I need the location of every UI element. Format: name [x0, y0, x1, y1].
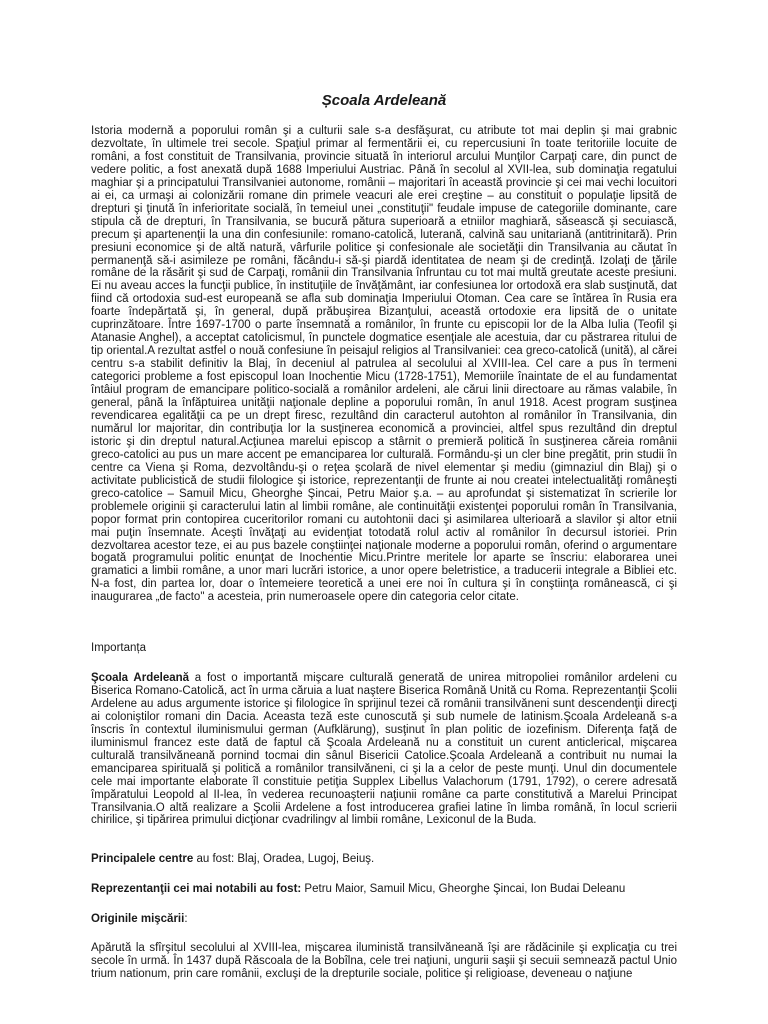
- importance-text: a fost o importantă mişcare culturală generată de unirea mitropoliei românilor ardeleni cu Biserica Romano-Catolică, act în urma căruia a luat naştere Biserica Română Unită cu Roma. Reprezentanţii Şcolii Ardelene au adus argumente istorice şi filologice în sprijinul tezei că românii transilvăneni sunt descendenţii direcţi ai coloniştilor romani din Dacia. Aceasta teză este cunoscută şi sub numele de latinism.Şcoala Ardeleană s-a înscris în contextul iluminismului german (Aufklärung), susţinut în plan politic de iozefinism. Diferenţa faţă de iluminismul francez este dată de faptul că Şcoala Ardeleană nu a constituit un curent anticlerical, mişcarea culturală transilvăneană pornind tocmai din sânul Bisericii Catolice.Şcoala Ardeleană a contribuit nu numai la emanciparea spirituală şi politică a românilor transilvăneni, ci şi la a celor de peste munţi. Unul din documentele cele mai importante elaborate îl constituie petiţia Supplex Libellus Valachorum (1791, 1792), o cerere adresată împăratului Leopold al II-lea, în vederea recunoaşterii naţiunii române ca parte constitutivă a Marelui Principat Transilvania.O altă realizare a Şcolii Ardelene a fost introducerea grafiei latine în limba română, în locul scrierii chirilice, şi tipărirea primului dicţionar cvadrilingv al limbii române, Lexiconul de la Buda.: [91, 672, 677, 827]
- document-title: Școala Ardeleană: [321, 92, 447, 109]
- importance-heading: Importanța: [91, 642, 146, 654]
- origins-paragraph: Apărută la sfîrşitul secolului al XVIII-lea, mişcarea iluministă transilvăneană îşi are rădăcinile şi explicaţia cu trei secole în urmă. În 1437 după Răscoala de la Bobîlna, cele trei naţiuni, ungurii saşii şi secuii semnează pactul Unio trium nationum, prin care românii, excluşi de la drepturile sociale, politice şi religioase, deveneau o naţiune: [91, 942, 677, 980]
- history-paragraph: Istoria modernă a poporului român şi a culturii sale s-a desfăşurat, cu atribute tot mai deplin şi mai grabnic dezvoltate, în ultimele trei secole. Spaţiul primar al fermentării ei, cu repercusiuni în toate teritoriile locuite de români, a fost constituit de Transilvania, provincie situată în interiorul arcului Munţilor Carpaţi care, din punct de vedere politic, a fost anexată după 1688 Imperiului Austriac. Până în secolul al XVII-lea, sub dominaţia regatului maghiar şi a principatului Transilvaniei autonome, românii – majoritari în această provincie şi cei mai vechi locuitori ai ei, ca urmaşi ai colonizării romane din primele veacuri ale erei creştine – au constituit o populaţie lipsită de drepturi şi ţinută în inferioritate socială, în temeiul unei „constituţii" feudale impuse de categoriile dominante, care stipula că de drepturi, în Transilvania, se bucură pătura superioară a etniilor maghiară, săsească şi secuiască, precum şi apartenenţii la una din confesiunile: romano-catolică, luterană, calvină sau unitariană (antitrinitară). Prin presiuni economice şi de altă natură, vârfurile politice şi confesionale ale societăţii din Transilvania au căutat în permanenţă să-i asimileze pe români, făcându-i să-şi piardă identitatea de neam şi de credinţă. Izolaţi de ţările române de la răsărit şi sud de Carpaţi, românii din Transilvania înfruntau cu tot mai multă greutate aceste presiuni. Ei nu aveau acces la funcţii publice, în instituţiile de învăţământ, iar confesiunea lor ortodoxă era slab susţinută, dat fiind că ortodoxia sud-est europeană se afla sub dominaţia Imperiului Otoman. Cea care se întărea în Rusia era foarte îndepărtată şi, în general, după prăbuşirea Bizanţului, această ortodoxie era lipsită de o unitate cuprinzătoare. Între 1697-1700 o parte însemnată a românilor, în frunte cu episcopii lor de la Alba Iulia (Teofil şi Atanasie Anghel), a acceptat catolicismul, în punctele dogmatice esenţiale ale acestuia, dar cu păstrarea ritului de tip oriental.A rezultat astfel o nouă confesiune în peisajul religios al Transilvaniei: cea greco-catolică (unită), al cărei centru s-a stabilit definitiv la Blaj, în deceniul al patrulea al secolului al XVIII-lea. Cel care a pus în termeni categorici probleme a fost episcopul Ioan Inochentie Micu (1728-1751), Memoriile înaintate de el au fundamentat întâiul program de emancipare politico-socială a românilor ardeleni, ale cărui linii directoare au rămas valabile, în general, până la înfăptuirea unităţii naţionale depline a poporului român, în anul 1918. Acest program susţinea revendicarea egalităţii ca pe un drept firesc, rezultând din caracterul autohton al românilor în Transilvania, din numărul lor majoritar, din contribuţia lor la susţinerea economică a provinciei, altfel spus rezultând din dreptul istoric şi din dreptul natural.Acţiunea marelui episcop a stârnit o premieră politică în susţinerea căreia românii greco-catolici au pus un mare accent pe emanciparea lor culturală. Formându-şi un cler bine pregătit, prin studii în centre ca Viena şi Roma, dezvoltându-şi o reţea şcolară de nivel elementar şi mediu (gimnaziul din Blaj) şi o activitate publicistică de studii filologice şi istorice, reprezentanţii de frunte ai nou createi intelectualităţi româneşti greco-catolice – Samuil Micu, Gheorghe Şincai, Petru Maior ş.a. – au aprofundat şi sistematizat în scrierile lor problemele originii şi caracterului latin al limbii române, ale continuităţii existenţei poporului român în Transilvania, popor format prin contopirea cuceritorilor romani cu autohtonii daci şi asimilarea ulterioară a slavilor şi altor etnii mai puţin însemnate. Aceşti învăţaţi au evidenţiat totodată rolul activ al românilor în decursul istoriei. Prin dezvoltarea acestor teze, ei au pus bazele conştiinţei naţionale moderne a poporului român, oferind o argumentare bogată programului politic enunţat de Inochentie Micu.Printre meritele lor aparte se înscriu: elaborarea unei gramatici a limbii române, a unor mari lucrări istorice, a unor opere beletristice, a traducerii integrale a Bibliei etc. N-a fost, din partea lor, doar o întemeiere teoretică a unei ere noi în cultura şi în conştiinţa românească, ci şi inaugurarea „de facto" a acesteia, prin numeroasele opere din categoria celor citate.: [91, 125, 677, 604]
- origins-label: Originile mişcării: [91, 913, 185, 925]
- centres-label: Principalele centre: [91, 853, 194, 865]
- importance-paragraph: [91, 672, 677, 827]
- representatives-line: [91, 883, 677, 896]
- importance-lead: Şcoala Ardeleană: [91, 672, 190, 684]
- centres-text: au fost: Blaj, Oradea, Lugoj, Beiuş.: [193, 853, 375, 865]
- representatives-label: Reprezentanţii cei mai notabili au fost:: [91, 883, 302, 895]
- centres-line: [91, 853, 677, 866]
- representatives-text: Petru Maior, Samuil Micu, Gheorghe Şincai, Ion Budai Deleanu: [301, 883, 626, 895]
- origins-colon: :: [184, 913, 188, 925]
- origins-heading: [91, 913, 677, 926]
